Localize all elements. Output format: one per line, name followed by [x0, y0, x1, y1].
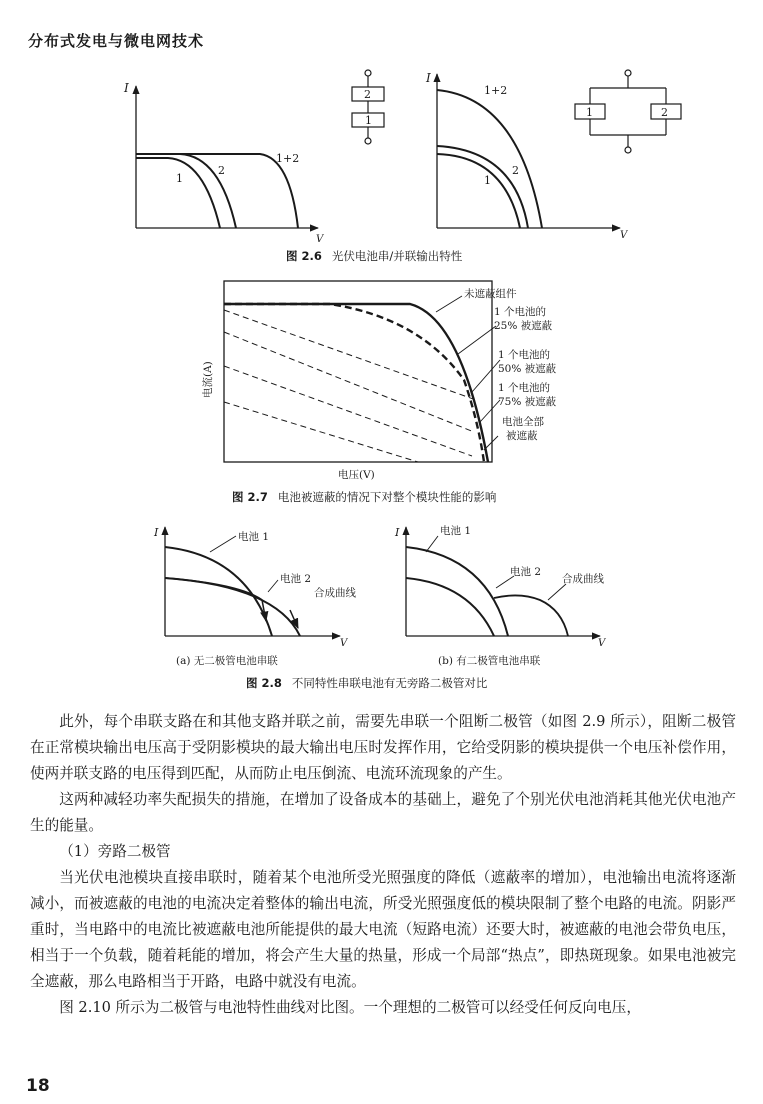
fig28a-label-cell1: 电池 1 [238, 531, 270, 543]
fig27-leader-full [484, 436, 498, 450]
fig26-right-curve-sum [437, 90, 542, 228]
fig27-label-unshaded: 未遮蔽组件 [464, 288, 517, 300]
fig27-caption-number: 图 2.7 [232, 490, 268, 504]
paragraph-3: （1）旁路二极管 [59, 843, 171, 860]
paragraph-1: 此外，每个串联支路在和其他支路并联之前，需要先串联一个阻断二极管（如图 2.9 所示），阻断二极管在正常模块输出电压高于受阴影模块的最大输出电压时发挥作用，它给受阴影的模块提供一个电压补偿作用，使两并联支路的电压得到匹配，从而防止电压倒流、电流环流现象的产生。 [30, 713, 736, 782]
fig26-right-curve-1 [437, 154, 520, 228]
fig26-left-label-1: 1 [176, 172, 183, 185]
fig26-series-block-top: 2 [364, 88, 371, 101]
fig26-caption-number: 图 2.6 [286, 249, 322, 263]
fig26-left-y-label: I [124, 81, 129, 95]
fig26-left-label-2: 2 [218, 164, 225, 177]
fig26-right-x-label: V [620, 230, 628, 241]
fig28-caption [246, 675, 487, 691]
running-header: 分布式发电与微电网技术 [28, 32, 205, 50]
fig26-parallel-block-right: 2 [661, 106, 668, 119]
fig26-series-block-bottom: 1 [365, 114, 372, 127]
fig26-parallel-diagram [575, 70, 681, 153]
fig28-caption-number: 图 2.8 [246, 676, 282, 690]
fig27-label-50-b: 50% 被遮蔽 [498, 363, 557, 375]
body-text [30, 709, 736, 1021]
fig28b-label-cell2: 电池 2 [510, 566, 542, 578]
fig28a-x-label: V [340, 638, 348, 649]
fig27-curve-25 [224, 304, 484, 462]
fig26-right-label-1: 1 [484, 174, 491, 187]
fig27-label-25-a: 1 个电池的 [494, 306, 547, 318]
fig28a-label-combined: 合成曲线 [314, 587, 356, 599]
fig27-label-50-a: 1 个电池的 [498, 349, 551, 361]
fig28a-leader-cell2 [268, 580, 278, 592]
fig26-caption-text: 光伏电池串/并联输出特性 [331, 249, 463, 263]
fig28b-subcaption: (b) 有二极管电池串联 [438, 655, 541, 667]
fig27-label-75-b: 75% 被遮蔽 [498, 396, 557, 408]
fig26-caption [286, 248, 462, 264]
fig26-right-y-label: I [426, 71, 431, 85]
paragraph-5: 图 2.10 所示为二极管与电池特性曲线对比图。一个理想的二极管可以经受任何反向电压， [59, 999, 641, 1016]
fig28b-x-label: V [598, 638, 606, 649]
fig28b-combined [494, 595, 568, 636]
fig28b-graph [394, 524, 607, 667]
fig28a-y-label: I [154, 526, 159, 539]
fig28a-cell1 [165, 547, 272, 636]
fig28a-cell2 [165, 578, 300, 636]
fig27-curve-full-b [224, 402, 418, 462]
fig26-left-label-sum: 1+2 [276, 152, 300, 165]
fig28a-leader-cell1 [210, 536, 236, 552]
fig28a-label-cell2: 电池 2 [280, 573, 312, 585]
fig28b-leader-cell1 [426, 536, 438, 552]
fig28b-cell1 [406, 547, 508, 636]
fig27-curve-unshaded [224, 304, 488, 462]
fig27-label-full-b: 被遮蔽 [506, 430, 538, 442]
page-number: 18 [26, 1076, 50, 1096]
fig27-frame [224, 281, 492, 462]
paragraph-2: 这两种减轻功率失配损失的措施，在增加了设备成本的基础上，避免了个别光伏电池消耗其他光伏电池产生的能量。 [30, 791, 736, 834]
fig27-graph [201, 281, 557, 481]
fig26-right-graph [425, 71, 629, 241]
fig27-label-25-b: 25% 被遮蔽 [494, 320, 553, 332]
fig27-ylabel: 电流(A) [202, 361, 214, 398]
fig27-label-75-a: 1 个电池的 [498, 382, 551, 394]
fig26-parallel-block-left: 1 [586, 106, 593, 119]
fig28b-leader-combined [548, 584, 566, 600]
fig26-left-graph [123, 81, 325, 245]
fig26-series-diagram [352, 70, 384, 144]
fig26-left-x-label: V [316, 234, 324, 245]
fig28-caption-text: 不同特性串联电池有无旁路二极管对比 [291, 676, 488, 690]
fig28a-subcaption: (a) 无二极管电池串联 [176, 655, 278, 667]
fig27-curve-full-a [224, 366, 472, 456]
fig27-caption [232, 489, 496, 505]
fig26-right-label-sum: 1+2 [484, 84, 508, 97]
fig27-curve-75 [224, 332, 474, 432]
fig28b-cell2 [406, 578, 494, 636]
fig27-caption-text: 电池被遮蔽的情况下对整个模块性能的影响 [277, 490, 497, 504]
fig26-right-label-2: 2 [512, 164, 519, 177]
fig28b-y-label: I [395, 526, 400, 539]
fig26-left-curve-1 [136, 158, 220, 228]
fig27-xlabel: 电压(V) [338, 469, 375, 481]
fig28b-label-cell1: 电池 1 [440, 525, 472, 537]
fig27-label-full-a: 电池全部 [502, 416, 544, 428]
fig28a-graph [153, 526, 356, 667]
fig27-leader-50 [472, 360, 500, 392]
fig27-leader-unshaded [436, 296, 462, 312]
fig26-right-curve-2 [437, 146, 528, 228]
fig27-leader-75 [480, 400, 500, 422]
fig27-leader-25 [458, 326, 496, 354]
fig28b-label-combined: 合成曲线 [562, 573, 604, 585]
paragraph-4: 当光伏电池模块直接串联时，随着某个电池所受光照强度的降低（遮蔽率的增加），电池输出电流将逐渐减小，而被遮蔽的电池的电流决定着整体的输出电流，所受光照强度低的模块限制了整个电路的电流。阴影严重时，当电路中的电流比被遮蔽电池所能提供的最大电流（短路电流）还要大时，被遮蔽的电池会带负电压，相当于一个负载，随着耗能的增加，将会产生大量的热量，形成一个局部“热点”，即热斑现象。如果电池被完全遮蔽，那么电路相当于开路，电路中就没有电流。 [30, 869, 736, 990]
